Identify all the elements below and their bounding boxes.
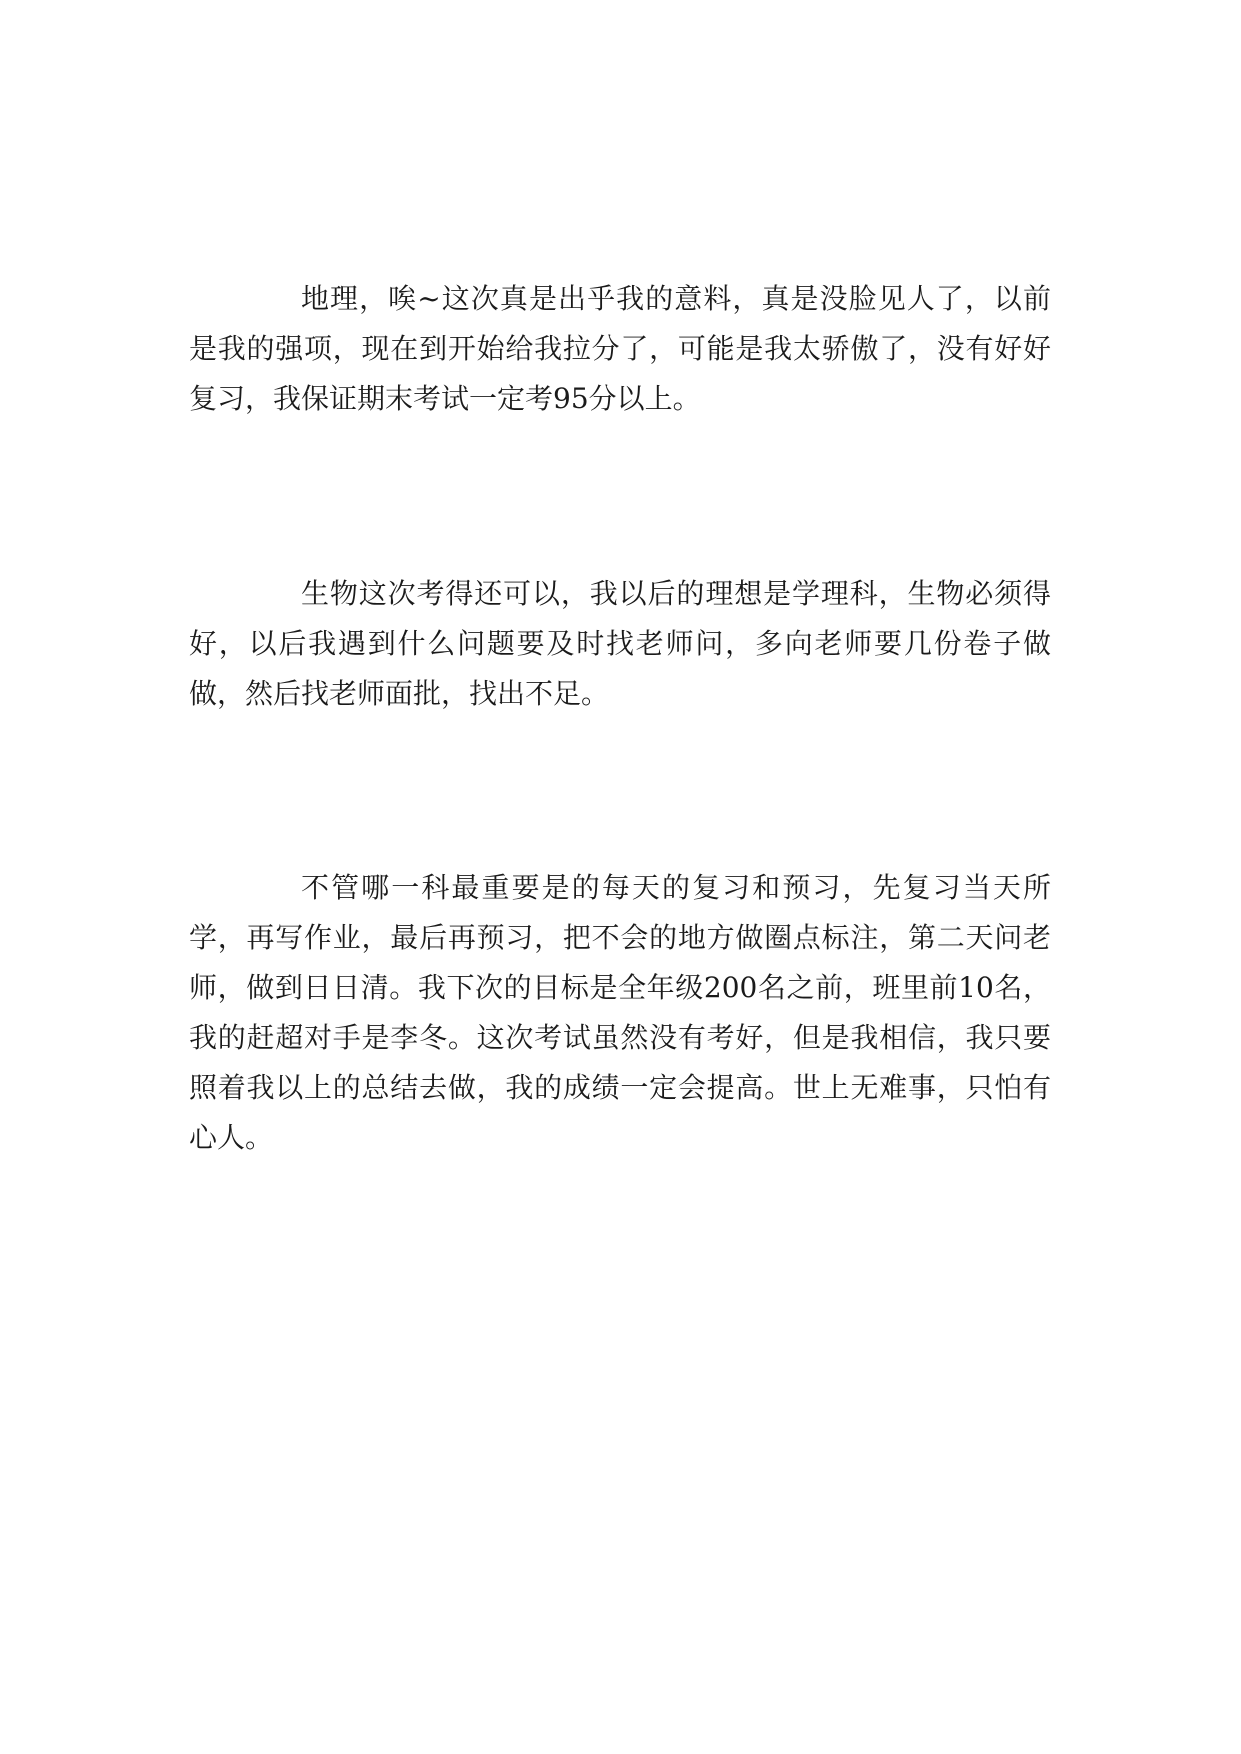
paragraph-geography: 地理，唉~这次真是出乎我的意料，真是没脸见人了，以前是我的强项，现在到开始给我拉分了，可能是我太骄傲了，没有好好复习，我保证期末考试一定考95分以上。: [189, 282, 1051, 415]
paragraph-biology: 生物这次考得还可以，我以后的理想是学理科，生物必须得好，以后我遇到什么问题要及时找老师问，多向老师要几份卷子做做，然后找老师面批，找出不足。: [189, 577, 1051, 710]
paragraph-study-plan: 不管哪一科最重要是的每天的复习和预习，先复习当天所学，再写作业，最后再预习，把不会的地方做圈点标注，第二天问老师，做到日日清。我下次的目标是全年级200名之前，班里前10名，我的赶超对手是李冬。这次考试虽然没有考好，但是我相信，我只要照着我以上的总结去做，我的成绩一定会提高。世上无难事，只怕有心人。: [189, 871, 1051, 1154]
